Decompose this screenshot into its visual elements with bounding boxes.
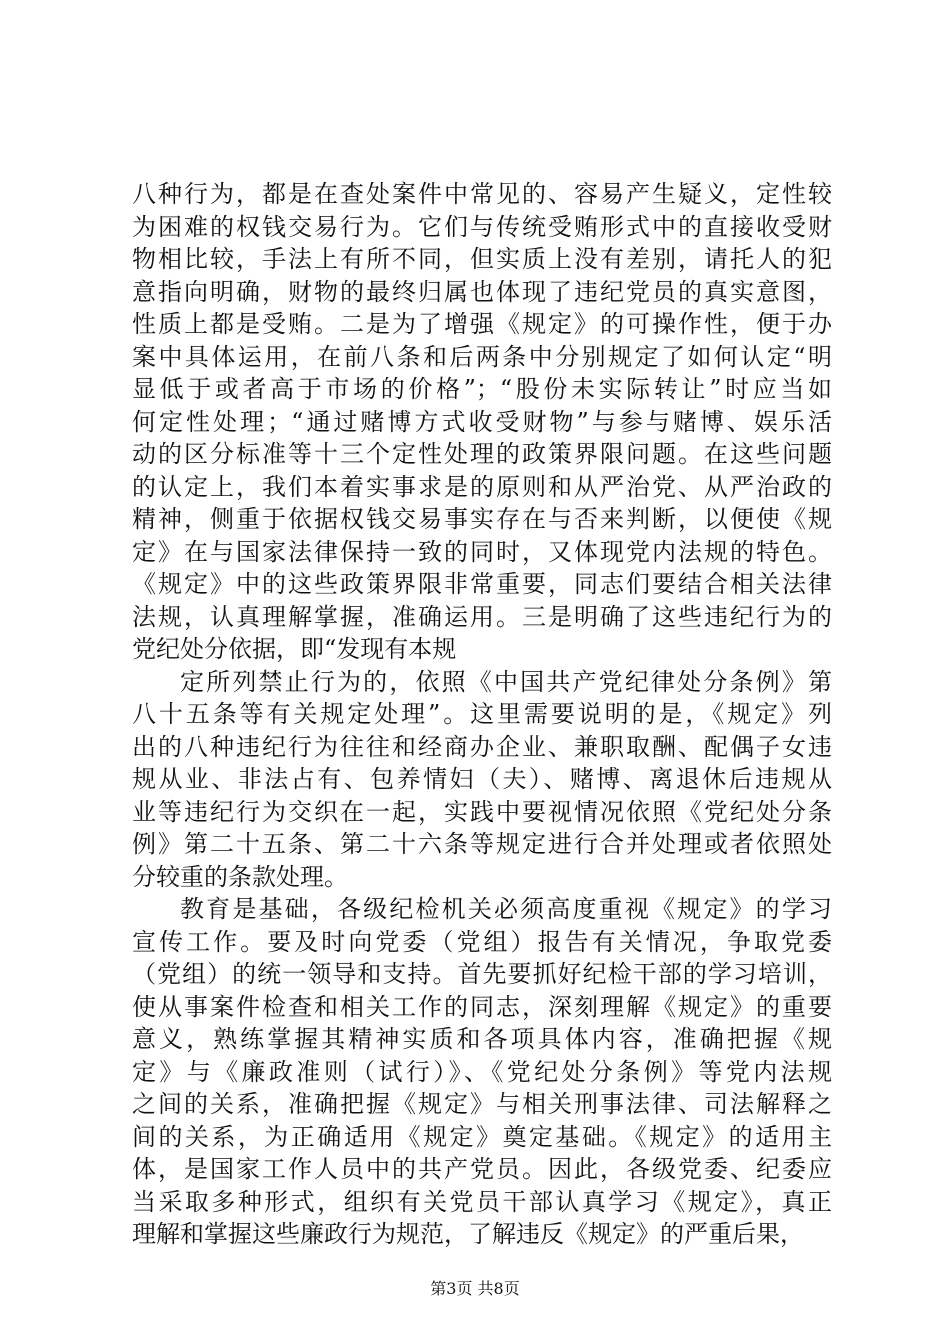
paragraph-1-line: 性质上都是受贿。二是为了增强《规定》的可操作性，便于办 — [132, 310, 832, 338]
paragraph-3-line: 宣传工作。要及时向党委（党组）报告有关情况，争取党委 — [132, 927, 832, 956]
document-body — [132, 178, 832, 1251]
paragraph-1-line: 的认定上，我们本着实事求是的原则和从严治党、从严治政的 — [132, 472, 832, 501]
paragraph-3-line: 理解和掌握这些廉政行为规范，了解违反《规定》的严重后果， — [132, 1220, 804, 1248]
paragraph-3-line: 当采取多种形式，组织有关党员干部认真学习《规定》，真正 — [132, 1187, 832, 1216]
paragraph-1-line: 八种行为，都是在查处案件中常见的、容易产生疑义，定性较 — [132, 180, 832, 208]
paragraph-1-line: 党纪处分依据，即“发现有本规 — [132, 635, 457, 663]
paragraph-2-line: 业等违纪行为交织在一起，实践中要视情况依照《党纪处分条 — [132, 797, 832, 826]
paragraph-2-line: 例》第二十五条、第二十六条等规定进行合并处理或者依照处 — [132, 830, 832, 858]
paragraph-1-line: 《规定》中的这些政策界限非常重要，同志们要结合相关法律 — [132, 570, 832, 598]
paragraph-1-line: 法规，认真理解掌握，准确运用。三是明确了这些违纪行为的 — [132, 602, 832, 631]
paragraph-2-line: 定所列禁止行为的，依照《中国共产党纪律处分条例》第 — [180, 667, 832, 696]
paragraph-3-line: 意义，熟练掌握其精神实质和各项具体内容，准确把握《规 — [132, 1025, 832, 1053]
paragraph-1-line: 动的区分标准等十三个定性处理的政策界限问题。在这些问题 — [132, 440, 832, 468]
paragraph-1-line: 定》在与国家法律保持一致的同时，又体现党内法规的特色。 — [132, 537, 832, 566]
paragraph-3-line: 使从事案件检查和相关工作的同志，深刻理解《规定》的重要 — [132, 992, 832, 1021]
page-footer: 第3页 共8页 — [430, 1279, 520, 1298]
paragraph-3-line: 体，是国家工作人员中的共产党员。因此，各级党委、纪委应 — [132, 1155, 832, 1183]
paragraph-1-line: 何定性处理；“通过赌博方式收受财物”与参与赌博、娱乐活 — [132, 407, 832, 436]
paragraph-1-line: 物相比较，手法上有所不同，但实质上没有差别，请托人的犯 — [132, 245, 832, 273]
paragraph-2-line: 规从业、非法占有、包养情妇（夫）、赌博、离退休后违规从 — [132, 765, 832, 793]
paragraph-1-line: 显低于或者高于市场的价格”；“股份未实际转让”时应当如 — [132, 375, 832, 403]
paragraph-1-line: 意指向明确，财物的最终归属也体现了违纪党员的真实意图， — [132, 277, 832, 306]
paragraph-3-line: 之间的关系，准确把握《规定》与相关刑事法律、司法解释之 — [132, 1090, 832, 1118]
paragraph-3-line: 教育是基础，各级纪检机关必须高度重视《规定》的学习 — [180, 895, 832, 923]
paragraph-2-line: 分较重的条款处理。 — [132, 862, 348, 891]
paragraph-1-line: 为困难的权钱交易行为。它们与传统受贿形式中的直接收受财 — [132, 212, 832, 241]
paragraph-3-line: 间的关系，为正确适用《规定》奠定基础。《规定》的适用主 — [132, 1122, 832, 1151]
paragraph-1-line: 案中具体运用，在前八条和后两条中分别规定了如何认定“明 — [132, 342, 832, 371]
paragraph-1-line: 精神，侧重于依据权钱交易事实存在与否来判断，以便使《规 — [132, 505, 832, 533]
paragraph-2-line: 八十五条等有关规定处理”。这里需要说明的是，《规定》列 — [132, 700, 832, 728]
paragraph-3-line: （党组）的统一领导和支持。首先要抓好纪检干部的学习培训， — [132, 960, 832, 988]
paragraph-3-line: 定》与《廉政准则（试行）》、《党纪处分条例》等党内法规 — [132, 1057, 832, 1086]
paragraph-2-line: 出的八种违纪行为往往和经商办企业、兼职取酬、配偶子女违 — [132, 732, 832, 761]
